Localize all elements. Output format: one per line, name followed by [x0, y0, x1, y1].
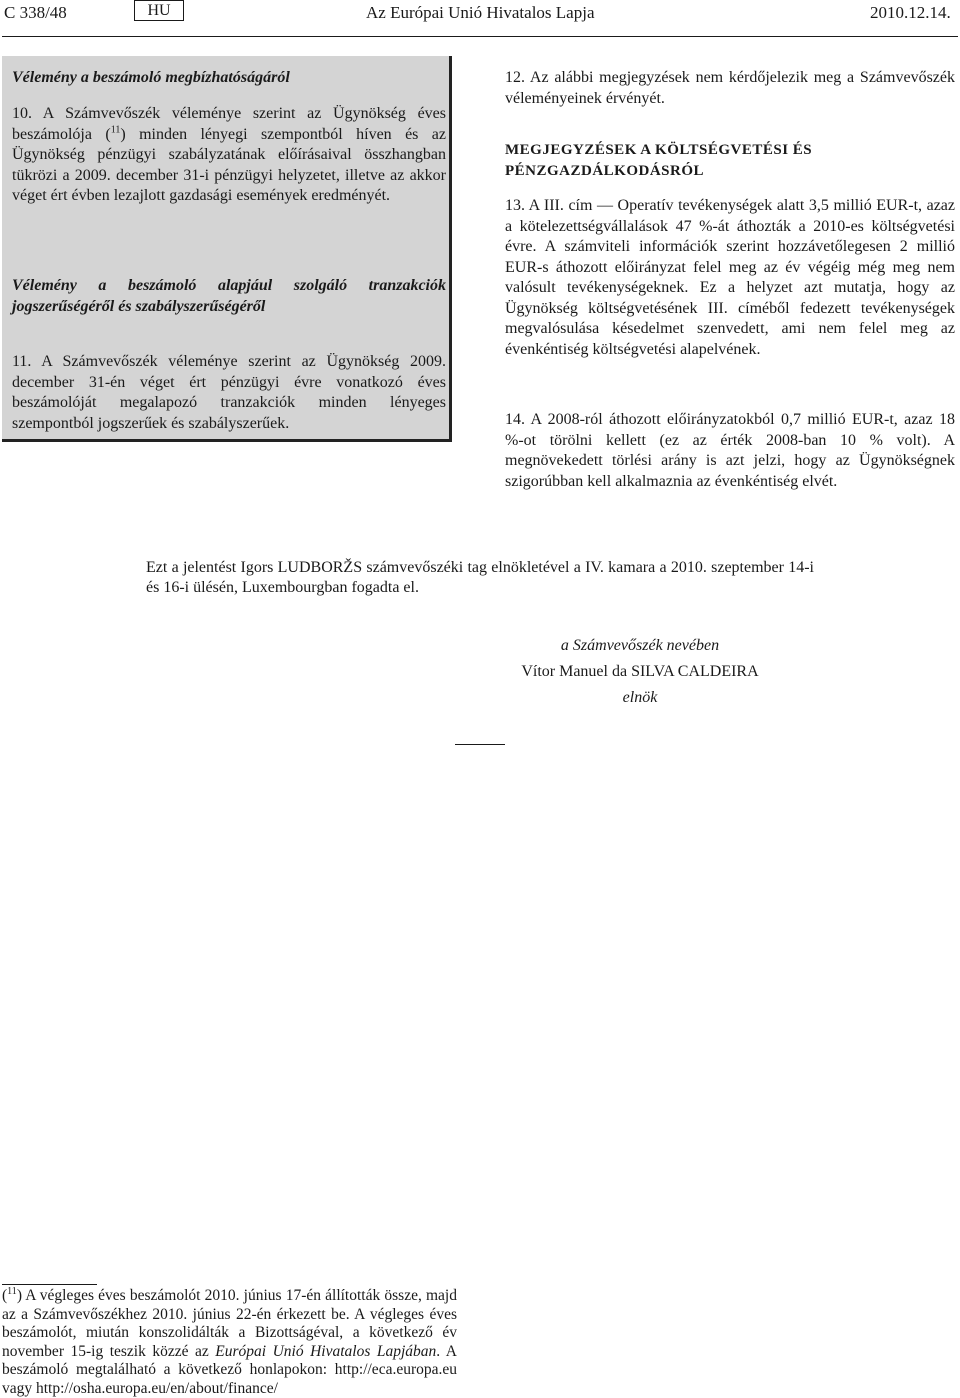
signatory-name: Vítor Manuel da SILVA CALDEIRA [521, 663, 759, 680]
footnote-11: ($^{11}$) A végleges éves beszámolót 2010. június 17-én állították össze, majd az a Számvevőszékhez 2010. június 22-én érkezett be. A végleges éves beszámolót, miután konszolidálták a Bizottságéval, a következő év november 15-ig teszik közzé az Európai Unió Hivatalos Lapjában. A beszámoló megtalálható a következő honlapokon: http://eca.europa.eu vagy http://osha.europa.eu/en/about/finance/ [2, 1285, 457, 1397]
paragraph-12: 12. Az alábbi megjegyzések nem kérdőjelezik meg a Számvevőszék véleményeinek érvényét. [505, 69, 955, 107]
heading-legality: Vélemény a beszámoló alapjául szolgáló tranzakciók jogszerűségéről és szabályszerűségéről [12, 277, 446, 315]
header-rule [2, 36, 958, 37]
footnote-ref: 11 [110, 124, 121, 136]
journal-title: Az Európai Unió Hivatalos Lapja [366, 3, 595, 22]
footnote-rule [2, 1284, 97, 1285]
paragraph-10: 10. A Számvevőszék véleménye szerint az Ügynökség éves beszámolója ($^{11}$) minden lényegi szempontból híven és az Ügynökség pénzügyi szabályzatának előírásaival összhangban tükrözi a 2009. december 31-i pénzügyi helyzetet, illetve az akkor véget ért évben lezajlott gazdasági események eredményét. [12, 105, 446, 204]
heading-observations: MEGJEGYZÉSEK A KÖLTSÉGVETÉSI ÉS PÉNZGAZDÁLKODÁSRÓL [505, 142, 813, 179]
end-separator [455, 744, 505, 745]
signatory-role: elnök [622, 689, 658, 706]
publication-date: 2010.12.14. [870, 3, 951, 22]
adoption-statement: Ezt a jelentést Igors LUDBORŽS számvevőszéki tag elnökletével a IV. kamara a 2010. szeptember 14-i és 16-i ülésén, Luxembourgban fogadta el. [146, 559, 814, 596]
paragraph-11: 11. A Számvevőszék véleménye szerint az Ügynökség 2009. december 31-én véget ért pénzügyi évre vonatkozó éves beszámolóját megalapozó tranzakciók minden lényeges szempontból jogszerűek és szabályszerűek. [12, 353, 446, 432]
page-header [0, 0, 960, 30]
paragraph-13: 13. A III. cím — Operatív tevékenységek alatt 3,5 millió EUR-t, azaz a kötelezettségvállalások 47 %-át áthozták a 2010-es költségvetési évre. A számviteli információk szerint hozzávetőlegesen 2 millió EUR-s áthozott előirányzat felel meg az év végéig még meg nem valósult tevékenységeknek. Ez a helyzet azt mutatja, hogy az Ügynökség költségvetésének III. címéből fedezett tevékenységek megvalósulása késedelmet szenvedett, ami nem felel meg az évenkéntiség költségvetési alapelvének. [505, 197, 955, 358]
language-badge: HU [134, 0, 184, 21]
page-number: C 338/48 [4, 3, 67, 22]
heading-reliability: Vélemény a beszámoló megbízhatóságáról [12, 69, 290, 86]
paragraph-14: 14. A 2008-ról áthozott előirányzatokból 0,7 millió EUR-t, azaz 18 %-ot törölni kellett (ez az érték 2008-ban 10 % volt). A megnövekedett törlési arány is azt jelzi, hogy az Ügynökségnek szigorúbban kell alkalmaznia az évenkéntiség elvét. [505, 411, 955, 490]
footnote-number: 11 [7, 1285, 17, 1297]
on-behalf-line: a Számvevőszék nevében [560, 637, 720, 654]
